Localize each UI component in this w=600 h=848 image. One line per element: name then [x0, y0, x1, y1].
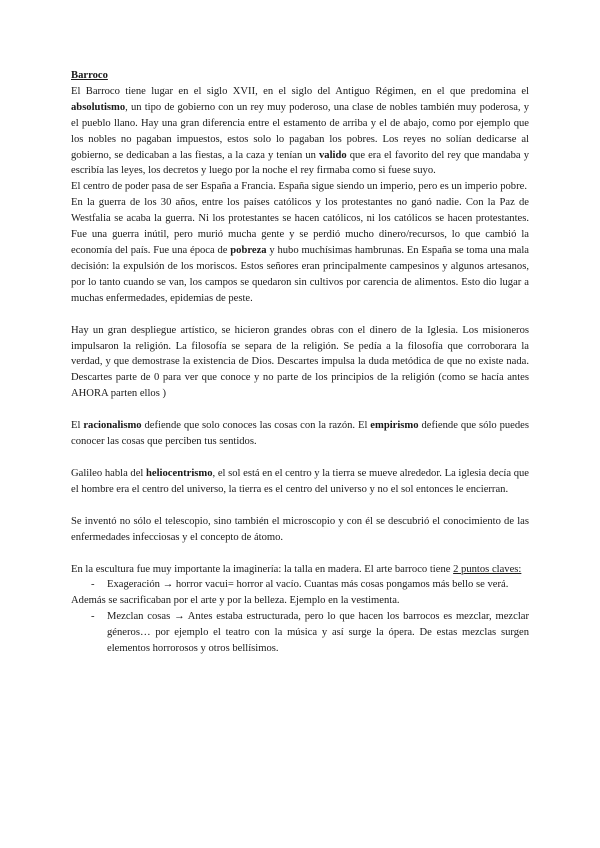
bold-term-racionalismo: racionalismo [83, 420, 142, 432]
text-run: defiende que solo conoces las cosas con la razón. El [141, 420, 371, 432]
bullet-dash: - [91, 579, 95, 591]
paragraph-galileo [71, 466, 529, 498]
text-run: , el sol está en el centro y la tierra se mueve alrededor. La iglesia decía que el hombre era el centro del universo, la tierra es el centro del universo y no el sol entonces le encierran. [71, 467, 530, 495]
list-item-text: Mezclan cosas → Antes estaba estructurada, pero lo que hacen los barrocos es mezclar, mezclar géneros… por ejemplo el teatro con la música y así surge la ópera. De estas mezclas surgen elementos horrorosos y otros bellísimos. [107, 611, 529, 655]
underlined-text: 2 puntos claves: [453, 563, 522, 575]
list-item [71, 609, 529, 657]
text-run: Galileo habla del [71, 467, 147, 479]
text-run: defiende que sólo puedes conocer las cosas que perciben tus sentidos. [71, 420, 530, 448]
paragraph-absolutismo [71, 84, 529, 179]
text-run: El Barroco tiene lugar en el siglo XVII, en el siglo del Antiguo Régimen, en el que predomina el [71, 85, 529, 97]
bullet-dash: - [91, 611, 95, 623]
text-run: que era el favorito del rey que mandaba y escribía las leyes, los decretos y luego por la noche el rey firmaba como si fuese suyo. [71, 149, 529, 177]
paragraph-arte-filosofia: Hay un gran despliegue artístico, se hicieron grandes obras con el dinero de la Iglesia. Los misioneros impulsaron la religión. La filosofía se separa de la religión. Se pedía a la filosofía que corroborara la verdad, y que demostrase la existencia de Dios. Descartes impulsa la duda metódica de que no existe nada. Descartes parte de 0 para ver que conoce y no parte de los principios de la religión (como se hacía antes AHORA parten ellos ) [71, 324, 529, 400]
text-run: En la guerra de los 30 años, entre los países católicos y los protestantes no ganó nadie. Con la Paz de Westfalia se acaba la guerra. Ni los protestantes se hacen católicos, ni los católicos se hacen protestantes. Fue una guerra inútil, pero murió mucha gente y se perdió mucho dinero/recursos, lo que cambió la economía del país. Fue una época de [71, 197, 529, 256]
bold-term-empirismo: empirismo [370, 420, 419, 432]
bold-term-pobreza: pobreza [230, 244, 267, 256]
text-run: En la escultura fue muy importante la imaginería: la talla en madera. El arte barroco tiene [71, 563, 454, 575]
paragraph-sacrificio: Además se sacrificaban por el arte y por la belleza. Ejemplo en la vestimenta. [71, 595, 400, 607]
text-run: y hubo muchísimas hambrunas. En España se toma una mala decisión: la expulsión de los moriscos. Estos señores eran principalmente campesinos y algunos artesanos, por lo tanto cuando se van, los campos se quedaron sin cultivos por carencia de alimentos. Esto dio lugar a muchas enfermedades, epidemias de peste. [71, 244, 529, 304]
paragraph-guerra [71, 195, 529, 306]
paragraph-racionalismo [71, 418, 529, 450]
document-page [71, 68, 529, 657]
paragraph-escultura [71, 562, 529, 578]
text-run: , un tipo de gobierno con un rey muy poderoso, una clase de nobles también muy poderosa, y el pueblo llano. Hay una gran diferencia entre el estamento de arriba y el de abajo, como por ejemplo que los nobles no pagaban impuestos, estos solo lo pagaban los pobres. Los reyes no solían dedicarse al gobierno, se dedicaban a las fiestas, a la caza y tenían un [71, 101, 529, 161]
paragraph-centro-poder: El centro de poder pasa de ser España a Francia. España sigue siendo un imperio, pero es un imperio pobre. [71, 181, 527, 193]
bold-term-heliocentrismo: heliocentrismo [146, 467, 213, 479]
bold-term-valido: valido [319, 149, 347, 161]
list-item-text: Exageración → horror vacui= horror al vacío. Cuantas más cosas pongamos más bello se verá. [107, 579, 509, 591]
paragraph-inventos: Se inventó no sólo el telescopio, sino también el microscopio y con él se descubrió el conocimiento de las enfermedades infecciosas y el concepto de átomo. [71, 515, 529, 543]
bold-term-absolutismo: absolutismo [71, 101, 126, 113]
list-item [71, 577, 529, 593]
document-title: Barroco [71, 70, 108, 81]
text-run: El [71, 420, 84, 432]
